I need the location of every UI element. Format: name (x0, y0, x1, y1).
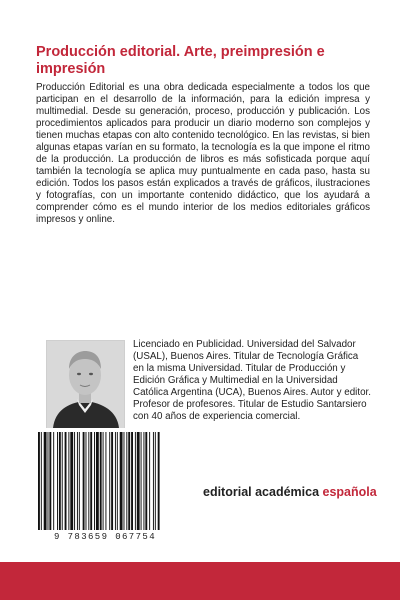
barcode-bar (100, 432, 102, 530)
barcode-bar (79, 432, 80, 530)
barcode-bar (53, 432, 54, 530)
barcode-bar (88, 432, 89, 530)
barcode-bar (124, 432, 125, 530)
barcode-bar (115, 432, 116, 530)
book-description: Producción Editorial es una obra dedicada especialmente a todos los que participan en el desarrollo de la información, para la edición impresa y multimedial. Desde su generación, proceso, producción y publicación. Los procedimientos aplicados para producir un diario moderno son complejos y tienen muchas etapas con alto contenido tecnológico. En las revistas, si bien algunas etapas varían en su formato, la tecnología es la que impone el ritmo de la producción. La producción de libros es más sofisticada porque aquí también la tecnología se aplica muy puntualmente en cada paso, hasta su edición. Todos los pasos están explicados a través de gráficos, ilustraciones y fotografías, con un importante contenido didáctico, que los ayudará a comprender cómo es el mundo interior de los medios editoriales gráficos impresos y online. (36, 82, 370, 225)
barcode-bar (137, 432, 140, 530)
publisher-name (203, 485, 377, 499)
barcode-bar (74, 432, 75, 530)
barcode-bar (149, 432, 150, 530)
barcode-bar (120, 432, 123, 530)
barcode-bar (94, 432, 95, 530)
book-title: Producción editorial. Arte, preimpresión e impresión (36, 44, 325, 77)
barcode-bar (158, 432, 160, 530)
footer-band (0, 562, 400, 600)
publisher-name-main: editorial académica (203, 485, 320, 499)
barcode-bar (155, 432, 156, 530)
barcode-bar (59, 432, 61, 530)
barcode-bar (105, 432, 106, 530)
barcode-bar (141, 432, 142, 530)
barcode-bar (57, 432, 58, 530)
barcode-bar (38, 432, 40, 530)
barcode-bar (128, 432, 130, 530)
barcode-bar (77, 432, 78, 530)
barcode (30, 428, 180, 546)
barcode-bar (153, 432, 154, 530)
barcode-bar (135, 432, 136, 530)
barcode-bar (68, 432, 69, 530)
barcode-bar (117, 432, 118, 530)
barcode-bar (103, 432, 104, 530)
barcode-bar (131, 432, 133, 530)
barcode-bar (145, 432, 147, 530)
barcode-bar (49, 432, 51, 530)
barcode-bar (48, 432, 49, 530)
barcode-bar (65, 432, 67, 530)
barcode-bar (70, 432, 73, 530)
barcode-digits: 9 783659 067754 (53, 532, 156, 542)
publisher-name-accent: española (322, 485, 377, 499)
barcode-bar (143, 432, 144, 530)
barcode-bar (41, 432, 42, 530)
barcode-bar (109, 432, 110, 530)
author-bio: Licenciado en Publicidad. Universidad del Salvador (USAL), Buenos Aires. Titular de Tecnología Gráfica en la misma Universidad. Titular de Producción y Edición Gráfica y Multimedial en la Universidad Católica Argentina (UCA), Buenos Aires. Autor y editor. Profesor de profesores. Titular de Estudio Santarsiero con 40 años de experiencia comercial. (133, 339, 371, 422)
barcode-bar (90, 432, 92, 530)
author-photo (46, 340, 125, 429)
barcode-bar (62, 432, 63, 530)
barcode-bar (96, 432, 99, 530)
barcode-bar (44, 432, 47, 530)
barcode-bar (126, 432, 127, 530)
barcode-bar (83, 432, 85, 530)
barcode-bar (111, 432, 113, 530)
barcode-bar (86, 432, 87, 530)
